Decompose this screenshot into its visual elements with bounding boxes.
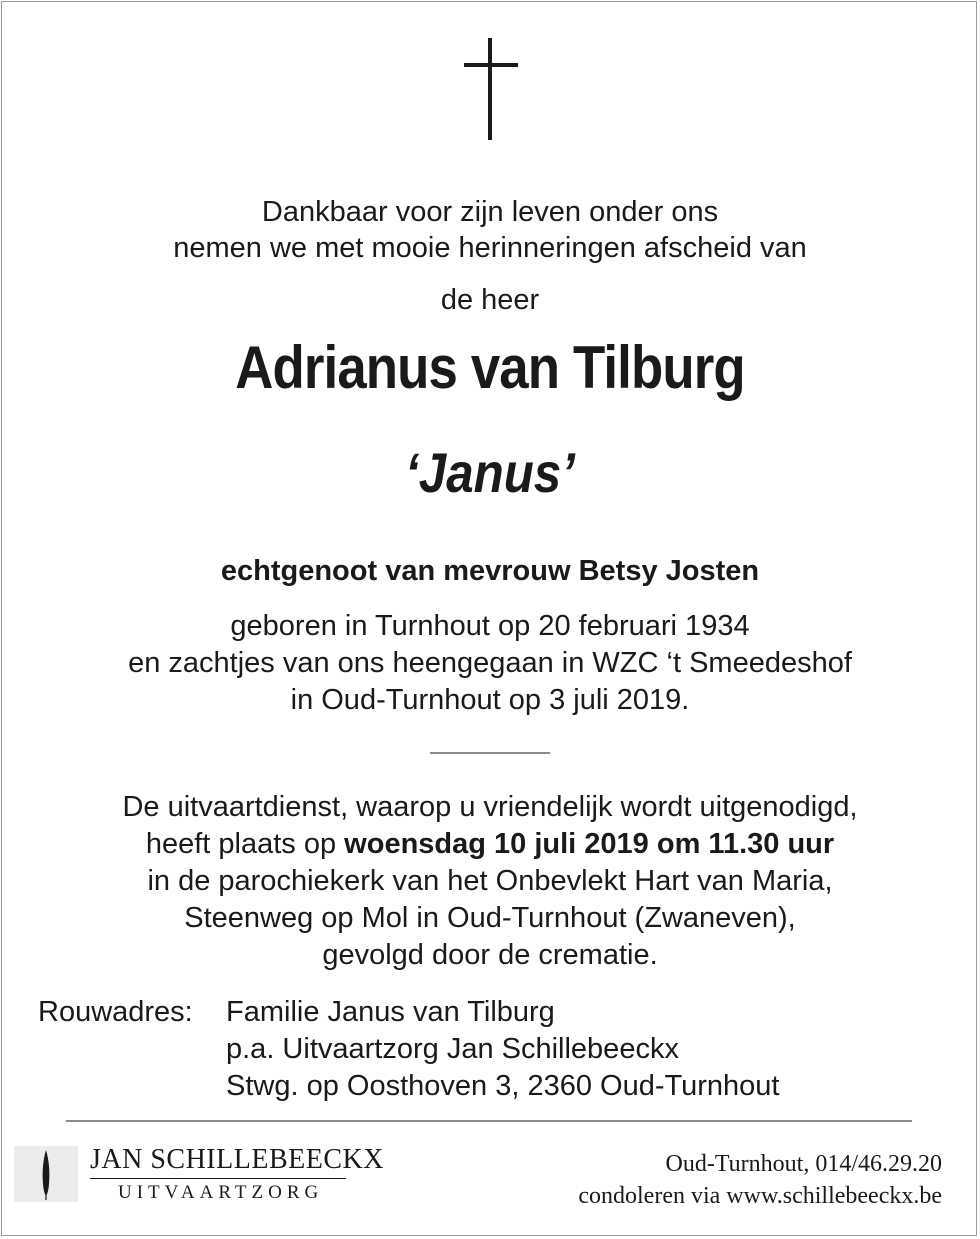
death-place-line: in Oud-Turnhout op 3 juli 2019.: [290, 684, 690, 716]
address-lines: [226, 994, 780, 1105]
footer-divider: [66, 1120, 912, 1122]
address-label: Rouwadres:: [38, 996, 193, 1028]
address-line-1: Familie Janus van Tilburg: [226, 996, 555, 1028]
service-line-5: gevolgd door de crematie.: [322, 939, 658, 971]
service-datetime: woensdag 10 juli 2019 om 11.30 uur: [344, 828, 835, 860]
spouse-line: echtgenoot van mevrouw Betsy Josten: [220, 555, 760, 587]
contact-website: condoleren via www.schillebeeckx.be: [578, 1183, 942, 1209]
cypress-tree-logo: [14, 1146, 78, 1202]
funeral-home-brand: [90, 1144, 384, 1204]
nickname: ‘Janus’: [405, 441, 575, 504]
service-line-3: in de parochiekerk van het Onbevlekt Hart van Maria,: [147, 865, 833, 897]
intro-text: [0, 194, 980, 266]
honorific: de heer: [440, 284, 540, 316]
deceased-name: Adrianus van Tilburg: [235, 334, 745, 401]
brand-name: JAN SCHILLEBEECKX: [90, 1144, 384, 1175]
brand-subtitle: UITVAARTZORG: [118, 1182, 324, 1203]
intro-line-2: nemen we met mooie herinneringen afscheid van: [173, 232, 807, 264]
tree-icon: [40, 1150, 52, 1200]
service-line-4: Steenweg op Mol in Oud-Turnhout (Zwaneven),: [184, 902, 796, 934]
funeral-home-contact: [578, 1148, 942, 1212]
service-line-1: De uitvaartdienst, waarop u vriendelijk wordt uitgenodigd,: [122, 791, 858, 823]
service-line-2-prefix: heeft plaats op: [145, 828, 345, 860]
death-line: en zachtjes van ons heengegaan in WZC ‘t Smeedeshof: [128, 647, 852, 679]
intro-line-1: Dankbaar voor zijn leven onder ons: [261, 196, 719, 228]
address-line-2: p.a. Uitvaartzorg Jan Schillebeeckx: [226, 1033, 679, 1065]
address-line-3: Stwg. op Oosthoven 3, 2360 Oud-Turnhout: [226, 1070, 780, 1102]
service-details: [0, 789, 980, 974]
cross-icon: [464, 38, 518, 140]
life-details: [0, 608, 980, 719]
birth-line: geboren in Turnhout op 20 februari 1934: [230, 610, 750, 642]
contact-phone: Oud-Turnhout, 014/46.29.20: [665, 1151, 942, 1177]
short-divider: [430, 752, 550, 754]
brand-rule: [90, 1178, 346, 1179]
service-line-2: [0, 826, 980, 863]
